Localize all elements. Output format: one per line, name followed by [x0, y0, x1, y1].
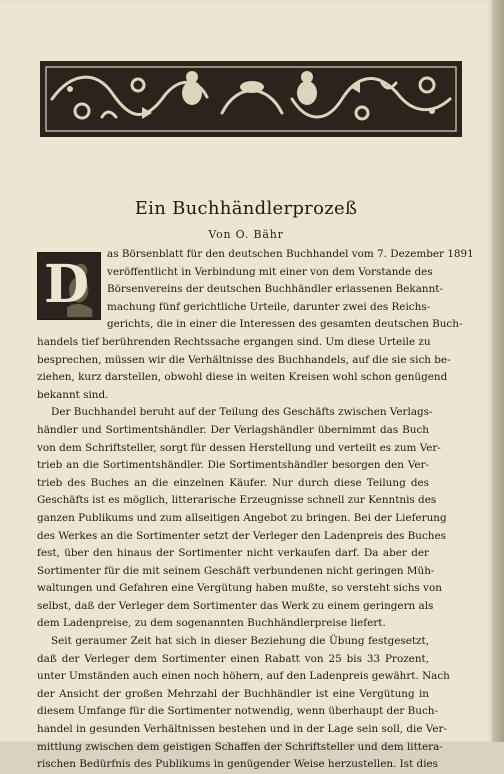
text-line: waltungen und Gefahren eine Vergütung haben mußte, so versteht sichs von [37, 582, 442, 595]
text-line: Sortimenter für die mit seinem Geschäft verbundenen nicht geringen Müh- [37, 564, 435, 577]
text-line: von dem Schriftsteller, sorgt für dessen Herstellung und verteilt es zum Ver- [37, 441, 441, 454]
text-line: rischen Bedürfnis des Publikums in genügender Weise herzustellen. Ist dies [37, 758, 439, 771]
text-line: as Börsenblatt für den deutschen Buchhandel vom 7. Dezember 1891 [107, 248, 474, 260]
text-line: veröffentlicht in Verbindung mit einer von dem Vorstande des [107, 265, 433, 278]
text-line: trieb an die Sortimentshändler. Die Sortimentshändler besorgen den Ver- [37, 459, 429, 472]
text-line: gerichts, die in einer die Interessen des gesamten deutschen Buch- [107, 318, 463, 331]
text-line: selbst, daß der Verleger dem Sortimenter das Werk zu einem geringern als [37, 599, 434, 612]
text-line: handel in gesunden Verhältnissen bestehen und in der Lage sein soll, die Ver- [37, 723, 447, 736]
article-byline: Von O. Bähr [208, 228, 284, 241]
text-line: mittlung zwischen dem geistigen Schaffen der Schriftsteller und dem littera- [37, 740, 443, 753]
text-line: ziehen, kurz darstellen, obwohl diese in weiten Kreisen wohl schon genügend [37, 371, 448, 384]
text-line: Seit geraumer Zeit hat sich in dieser Beziehung die Übung festgesetzt, [51, 635, 429, 648]
text-line: dem Ladenpreise, zu dem sogenannten Buchhändlerpreise liefert. [37, 617, 386, 630]
text-line: Geschäfts ist es möglich, litterarische Erzeugnisse schnell zur Kenntnis des [37, 494, 437, 507]
article-title: Ein Buchhändlerprozeß [134, 198, 358, 219]
text-line: besprechen, müssen wir die Verhältnisse des Buchhandels, auf die sie sich be- [37, 353, 451, 366]
article-body [37, 246, 474, 774]
text-line: Der Buchhandel beruht auf der Teilung des Geschäfts zwischen Verlags- [51, 406, 433, 419]
text-line: ganzen Publikums und zum allseitigen Angebot zu bringen. Bei der Lieferung [37, 511, 447, 524]
text-line: trieb des Buches an die einzelnen Käufer. Nur durch diese Teilung des [37, 476, 429, 489]
text-line: handels tief berührenden Rechtssache ergangen sind. Um diese Urteile zu [37, 335, 431, 348]
text-line: bekannt sind. [37, 388, 109, 401]
text-line: händler und Sortimentshändler. Der Verlagshändler übernimmt das Buch [37, 423, 429, 436]
text-line: fest, über den hinaus der Sortimenter nicht verkaufen darf. Da aber der [37, 547, 429, 560]
text-line: diesem Umfange für die Sortimenter notwendig, wenn überhaupt der Buch- [37, 705, 438, 718]
page-edge [492, 0, 504, 742]
text-line: machung fünf gerichtliche Urteile, darunter zwei des Reichs- [107, 300, 431, 313]
text-line: Börsenvereins der deutschen Buchhändler erlassenen Bekannt- [107, 283, 443, 296]
dropcap-letter: D [44, 254, 90, 315]
text-line: daß der Verleger dem Sortimenter einen Rabatt von 25 bis 33 Prozent, [37, 652, 429, 665]
text-line: der Ansicht der großen Mehrzahl der Buchhändler ist eine Vergütung in [37, 687, 429, 700]
text-line: des Werkes an die Sortimenter setzt der Verleger den Ladenpreis des Buches [37, 529, 446, 542]
ornamental-header-banner [40, 61, 462, 137]
text-line: unter Umständen auch einen noch höhern, auf den Ladenpreis gewährt. Nach [37, 670, 450, 683]
